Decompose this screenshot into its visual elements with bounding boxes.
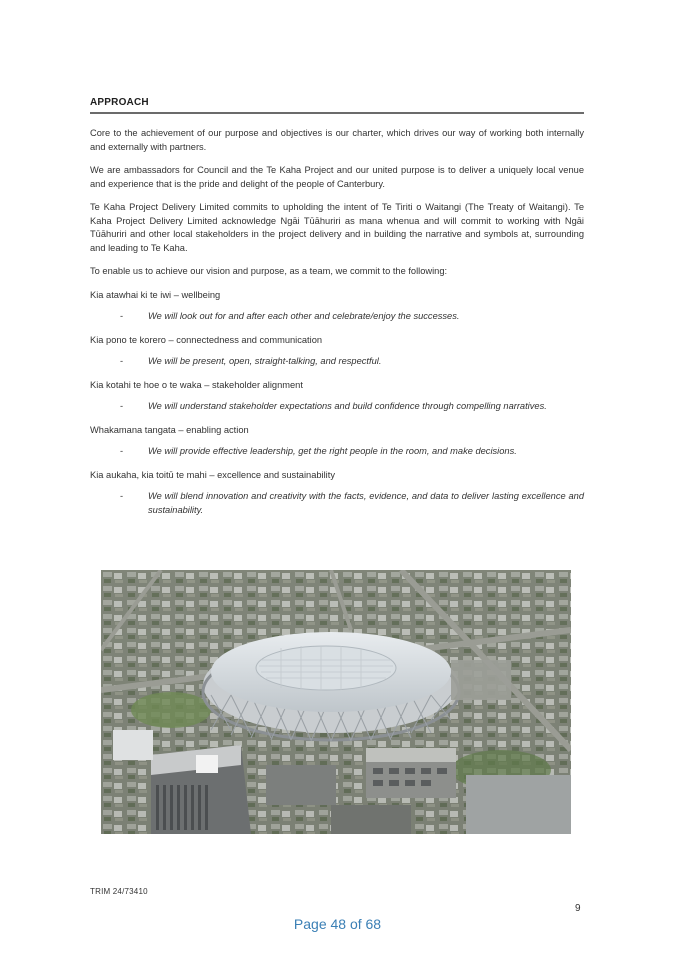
commitment-label: Kia pono te korero – connectedness and communication xyxy=(90,334,323,345)
commitment-bullet xyxy=(120,445,584,459)
commitment-bullet xyxy=(120,490,584,517)
bullet-text: We will be present, open, straight-talking, and respectful. xyxy=(148,356,382,366)
bullet-text: We will look out for and after each other and celebrate/enjoy the successes. xyxy=(148,311,460,321)
page-count-label: Page 48 of 68 xyxy=(293,916,382,932)
bullet-dash: - xyxy=(120,491,124,501)
commitment-bullet xyxy=(120,310,584,324)
stadium-aerial-image xyxy=(101,570,571,834)
commitment-bullet xyxy=(120,355,584,369)
paragraph: We are ambassadors for Council and the Te Kaha Project and our united purpose is to deliver a uniquely local venue and experience that is the pride and delight of the people of Canterbury. xyxy=(90,165,584,189)
bullet-dash: - xyxy=(120,401,124,411)
commitment-label: Kia aukaha, kia toitū te mahi – excellence and sustainability xyxy=(90,469,335,480)
page-number: 9 xyxy=(575,903,581,914)
paragraph: Te Kaha Project Delivery Limited commits to upholding the intent of Te Tiriti o Waitangi (The Treaty of Waitangi). Te Kaha Project Delivery Limited acknowledge Ngāi Tūāhuriri as mana whenua and will commit to working with Ngāi Tūāhuriri and other local stakeholders in the project delivery and in building the narrative and symbols at, surrounding and leading to Te Kaha. xyxy=(90,202,584,253)
body-text xyxy=(90,127,584,527)
commitment-label: Kia atawhai ki te iwi – wellbeing xyxy=(90,289,221,300)
stadium-illustration xyxy=(101,570,571,834)
bullet-dash: - xyxy=(120,311,124,321)
bullet-text: We will provide effective leadership, get the right people in the room, and make decisions. xyxy=(148,446,517,456)
bullet-text: We will blend innovation and creativity with the facts, evidence, and data to deliver lasting excellence and sustainability. xyxy=(148,491,584,515)
paragraph: Core to the achievement of our purpose and objectives is our charter, which drives our way of working both internally and externally with partners. xyxy=(90,128,584,152)
paragraph: To enable us to achieve our vision and purpose, as a team, we commit to the following: xyxy=(90,266,448,276)
bullet-dash: - xyxy=(120,356,124,366)
commitment-label: Whakamana tangata – enabling action xyxy=(90,424,249,435)
section-heading: APPROACH xyxy=(90,97,584,114)
trim-reference: TRIM 24/73410 xyxy=(90,887,148,896)
bullet-text: We will understand stakeholder expectations and build confidence through compelling narratives. xyxy=(148,401,547,411)
commitment-bullet xyxy=(120,400,584,414)
bullet-dash: - xyxy=(120,446,124,456)
commitment-label: Kia kotahi te hoe o te waka – stakeholder alignment xyxy=(90,379,303,390)
